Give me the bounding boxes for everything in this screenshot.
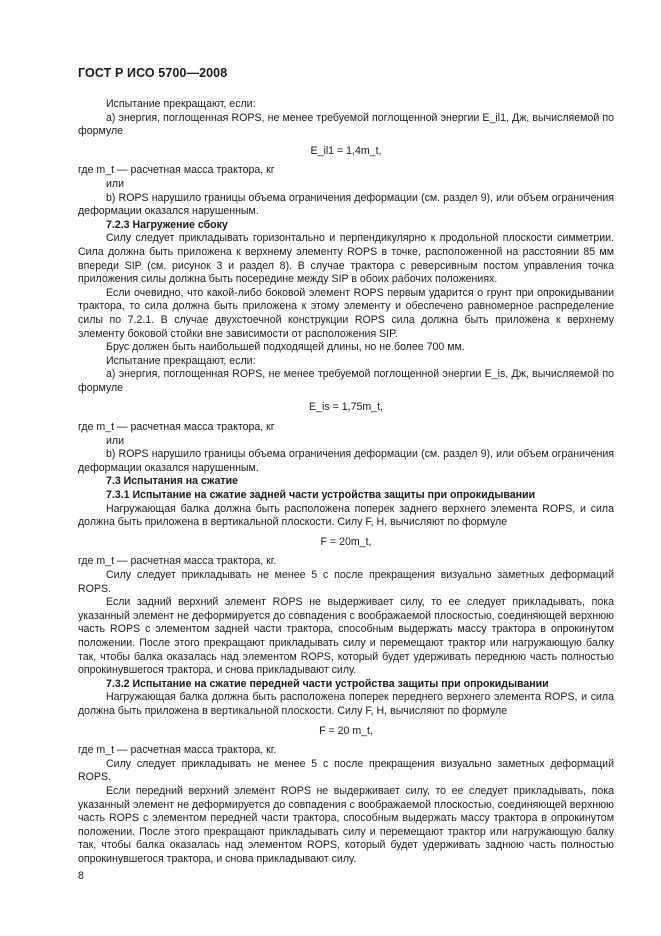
paragraph: а) энергия, поглощенная ROPS, не менее требуемой поглощенной энергии E_il1, Дж, вычисляемой по формуле (78, 111, 614, 138)
document-body (78, 98, 614, 866)
paragraph: или (106, 434, 125, 447)
paragraph: Если очевидно, что какой-либо боковой элемент ROPS первым ударится о грунт при опрокидывании трактора, то сила должна быть приложена к этому элементу и обеспечено равномерное распределение силы по 7.2.1. В случае двухстоечной конструкции ROPS сила должна быть приложена к верхнему элементу боковой стойки вне зависимости от расположения SIP. (78, 286, 614, 340)
formula: F = 20 m_t, (319, 724, 373, 737)
section-heading: 7.3.1 Испытание на сжатие задней части устройства защиты при опрокидывании (106, 489, 536, 502)
paragraph: b) ROPS нарушило границы объема ограничения деформации (см. раздел 9), или объем ограничения деформации оказался нарушенным. (78, 191, 614, 218)
paragraph: где m_t — расчетная масса трактора, кг. (78, 555, 277, 568)
page-number: 8 (78, 870, 84, 882)
paragraph: Брус должен быть наибольшей подходящей длины, но не более 700 мм. (106, 341, 465, 354)
paragraph: где m_t — расчетная масса трактора, кг (78, 421, 275, 434)
paragraph: или (106, 177, 125, 190)
formula: F = 20m_t, (320, 535, 372, 548)
section-heading: 7.3.2 Испытание на сжатие передней части устройства защиты при опрокидывании (106, 677, 549, 690)
formula: E_il1 = 1,4m_t, (310, 144, 382, 157)
paragraph: где m_t — расчетная масса трактора, кг (78, 164, 275, 177)
paragraph: Силу следует прикладывать не менее 5 с после прекращения визуально заметных деформаций ROPS. (78, 757, 614, 784)
paragraph: где m_t — расчетная масса трактора, кг. (78, 744, 277, 757)
paragraph: Испытание прекращают, если: (106, 98, 256, 110)
paragraph: b) ROPS нарушило границы объема ограничения деформации (см. раздел 9), или объем ограничения деформации оказался нарушенным. (78, 448, 614, 474)
paragraph: а) энергия, поглощенная ROPS, не менее требуемой поглощенной энергии E_is, Дж, вычисляемой по формуле (78, 368, 614, 394)
paragraph: Силу следует прикладывать не менее 5 с после прекращения визуально заметных деформаций ROPS. (78, 569, 614, 595)
paragraph: Силу следует прикладывать горизонтально и перпендикулярно к продольной плоскости симметрии. Сила должна быть приложена к верхнему элементу ROPS в точке, расположенной на расстоянии 85 мм впереди SIP (см. рисунок 3 и раздел 8). В случае трактора с реверсивным постом управления точка приложения силы должна быть посередине между SIP в обоих рабочих положениях. (78, 232, 614, 286)
paragraph: Нагружающая балка должна быть расположена поперек заднего верхнего элемента ROPS, и сила должна быть приложена в вертикальной плоскости. Силу F, Н, вычисляют по формуле (78, 502, 614, 529)
section-heading: 7.2.3 Нагружение сбоку (106, 218, 228, 231)
formula: E_is = 1,75m_t, (309, 401, 383, 414)
paragraph: Испытание прекращают, если: (106, 354, 256, 367)
section-heading: 7.3 Испытания на сжатие (106, 475, 238, 488)
document-header: ГОСТ Р ИСО 5700—2008 (78, 66, 228, 80)
paragraph: Нагружающая балка должна быть расположена поперек переднего верхнего элемента ROPS, и сила должна быть приложена в вертикальной плоскости. Силу F, Н, вычисляют по формуле (78, 691, 614, 717)
paragraph: Если задний верхний элемент ROPS не выдерживает силу, то ее следует прикладывать, пока указанный элемент не деформируется до совпадения с воображаемой плоскостью, соединяющей верхнюю часть ROPS с элементом задней части трактора, способным выдержать массу трактора в опрокинутом положении. После этого прекращают прикладывать силу и перемещают трактор или нагружающую балку так, чтобы балка оказалась над элементом ROPS, который будет удерживать переднюю часть полностью опрокинувшегося трактора, и снова прикладывают силу. (78, 596, 614, 677)
paragraph: Если передний верхний элемент ROPS не выдерживает силу, то ее следует прикладывать, пока указанный элемент не деформируется до совпадения с воображаемой плоскостью, соединяющей верхнюю часть ROPS с элементом передней части трактора, способным выдержать массу трактора в опрокинутом положении. После этого прекращают прикладывать силу и перемещают трактор или нагружающую балку так, чтобы балка оказалась над элементом ROPS, который будет удерживать заднюю часть полностью опрокинувшегося трактора, и снова прикладывают силу. (78, 784, 614, 865)
